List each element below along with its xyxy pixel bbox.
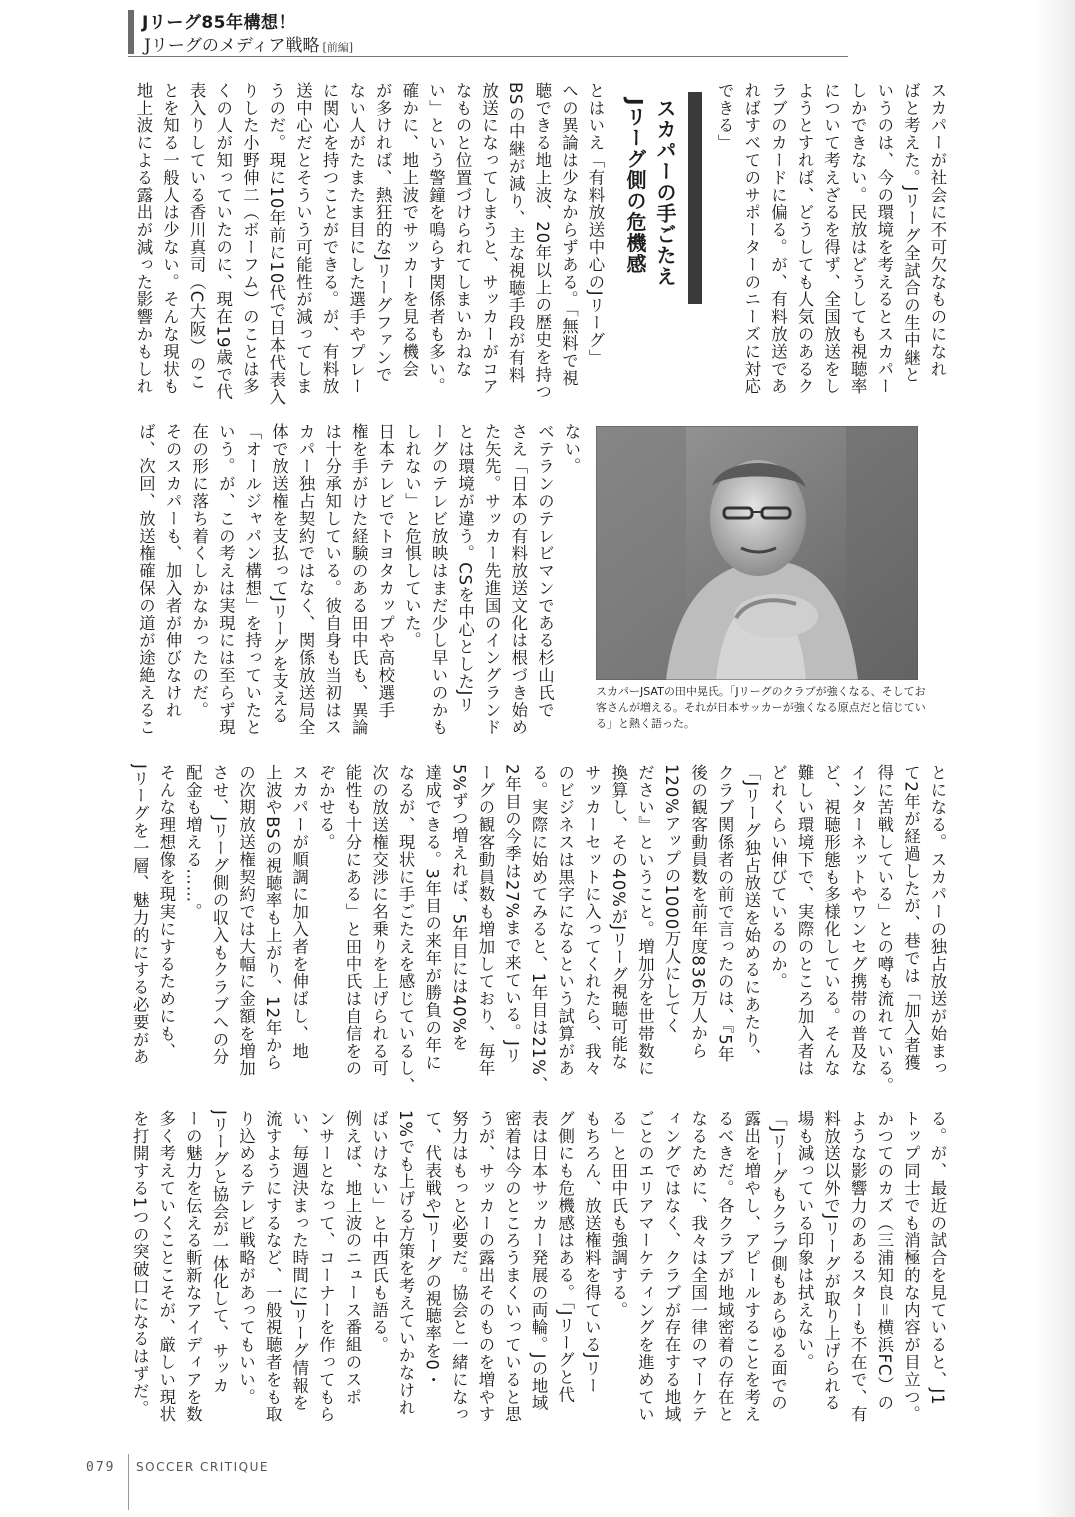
subheading-box xyxy=(606,92,702,304)
text-column-2: ない。 ベテランのテレビマンである杉山氏で さえ「日本の有料放送文化は根づき始め た矢先。サッカー先進国のイングランド とは環境が違う。CSを中心としたJリ ーグのテレビ放映はまだ少し早いのかも しれない」と危惧していた。 日本テレビでトヨタカップや高校選手 権を手がけた経験のある田中氏も、異論 は十分承知している。彼自身も当初はス カパー独占契約ではなく、関係放送局全 体で放送権を支払ってJリーグを支える 「オールジャパン構想」を持っていたと いう。が、この考えは実現には至らず現 在の形に落ち着くしかなかったのだ。 そのスカパーも、加入者が伸びなけれ ば、次回、放送権確保の道が途絶えるこ xyxy=(136,423,581,737)
footer-rule xyxy=(128,1454,129,1510)
subheading-bar xyxy=(688,92,702,304)
header-accent-bar xyxy=(128,10,134,54)
article-title-text: Jリーグのメディア戦略 xyxy=(144,36,320,56)
part-tag: [前編] xyxy=(322,41,354,54)
text-column-3: とになる。スカパーの独占放送が始まっ て2年が経過したが、巷では「加入者獲 得に苦戦している」との噂も流れている。 インターネットやワンセグ携帯の普及な ど、視聴形態も多様化している。そんな 難しい環境下で、実際のところ加入者は どれくらい伸びているのか。 「Jリーグ独占放送を始めるにあたり、 クラブ関係者の前で言ったのは、『5年 後の観客動員数を前年度836万人から 120%アップの1000万人にしてく ださい』ということ。増加分を世帯数に 換算し、その40%がJリーグ視聴可能な サッカーセットに入ってくれたら、我々 のビジネスは黒字になるという試算があ る。実際に始めてみると、1年目は21%、 2年目の今季は27%まで来ている。Jリ ーグの観客動員数も増加しており、毎年 5%ずつ増えれば、5年目には40%を 達成できる。3年目の来年が勝負の年に なるが、現状に手ごたえを感じているし、 次の放送権交渉に名乗りを上げられる可 能性も十分にある」と田中氏は自信をの ぞかせる。 スカパーが順調に加入者を伸ばし、地 上波やBSの視聴率も上がり、12年から の次期放送権契約では大幅に金額を増加 させ、Jリーグ側の収入もクラブへの分 配金も増える……。 そんな理想像を現実にするためにも、 Jリーグを一層、魅力的にする必要があ xyxy=(130,764,947,1095)
series-title: Jリーグ85年構想！ xyxy=(142,13,296,33)
subheading-text: スカパーの手ごたえ Jリーグ側の危機感 xyxy=(623,98,677,287)
page-number: 079 xyxy=(86,1460,116,1475)
magazine-name: SOCCER CRITIQUE xyxy=(136,1460,269,1474)
photo-caption: スカパーJSATの田中晃氏。「Jリーグのクラブが強くなる、そしてお客さんが増える。それが日本サッカーが強くなる原点だと信じている」と熱く語った。 xyxy=(596,685,926,730)
article-title xyxy=(144,31,353,56)
text-column-1b: とはいえ「有料放送中心のJリーグ」 への異論は少なからずある。「無料で視 聴できる地上波、20年以上の歴史を持つ BSの中継が減り、主な視聴手段が有料 放送になってしまうと、サッカーがコア なものと位置づけられてしまいかねな い」という警鐘を鳴らす関係者も多い。 確かに、地上波でサッカーを見る機会 が多ければ、熱狂的なJリーグファンで ない人がたまたま目にした選手やプレー に関心を持つことができる。が、有料放 送中心だとそういう可能性が減ってしま うのだ。現に10年前に10代で日本代表入 りした小野伸二（ボーフム）のことは多 くの人が知っていたのに、現在19歳で代 表入りしている香川真司（C大阪）のこ とを知る一般人は少ない。そんな現状も 地上波による露出が減った影響かもしれ xyxy=(133,82,605,407)
portrait-photo-image xyxy=(596,426,918,680)
text-column-4: る。が、最近の試合を見ていると、J1 トップ同士でも消極的な内容が目立つ。 かつてのカズ（三浦知良＝横浜FC）の ような影響力のあるスターも不在で、有 料放送以外でJリーグが取り上げられる 場も減っている印象は拭えない。 「Jリーグもクラブ側もあらゆる面での 露出を増やし、アピールすることを考え るべきだ。各クラブが地域密着の存在と なるために、我々は全国一律のマーケテ ィングではなく、クラブが存在する地域 ごとのエリアマーケティングを進めてい る」と田中氏も強調する。 もちろん、放送権料を得ているJリー グ側にも危機感はある。「Jリーグと代 表は日本サッカー発展の両輪。Jの地域 密着は今のところうまくいっていると思 うが、サッカーの露出そのものを増やす 努力はもっと必要だ。協会と一緒になっ て、代表戦やJリーグの視聴率を0・ 1%でも上げる方策を考えていかなけれ ばいけない」と中西氏も語る。 例えば、地上波のニュース番組のスポ ンサーとなって、コーナーを作ってもら い、毎週決まった時間にJリーグ情報を 流すようにするなど、一般視聴者をも取 り込めるテレビ戦略があってもいい。 Jリーグと協会が一体化して、サッカ ーの魅力を伝える斬新なアイディアを数 多く考えていくことこそが、厳しい現状 を打開する1つの突破口になるはずだ。 xyxy=(130,1110,947,1424)
text-column-1a: スカパーが社会に不可欠なものになれ ばと考えた。Jリーグ全試合の生中継と いうのは、今の環境を考えるとスカパー しかできない。民放はどうしても視聴率 について考えざるを得ず、全国放送をし ようとすれば、どうしても人気のあるク ラブのカードに偏る。が、有料放送であ ればすべてのサポーターのニーズに対応 できる」 xyxy=(715,82,947,396)
portrait-photo xyxy=(596,426,918,680)
header-rule xyxy=(128,56,848,57)
running-header xyxy=(128,6,848,56)
page-gutter-shadow xyxy=(1035,0,1075,1517)
